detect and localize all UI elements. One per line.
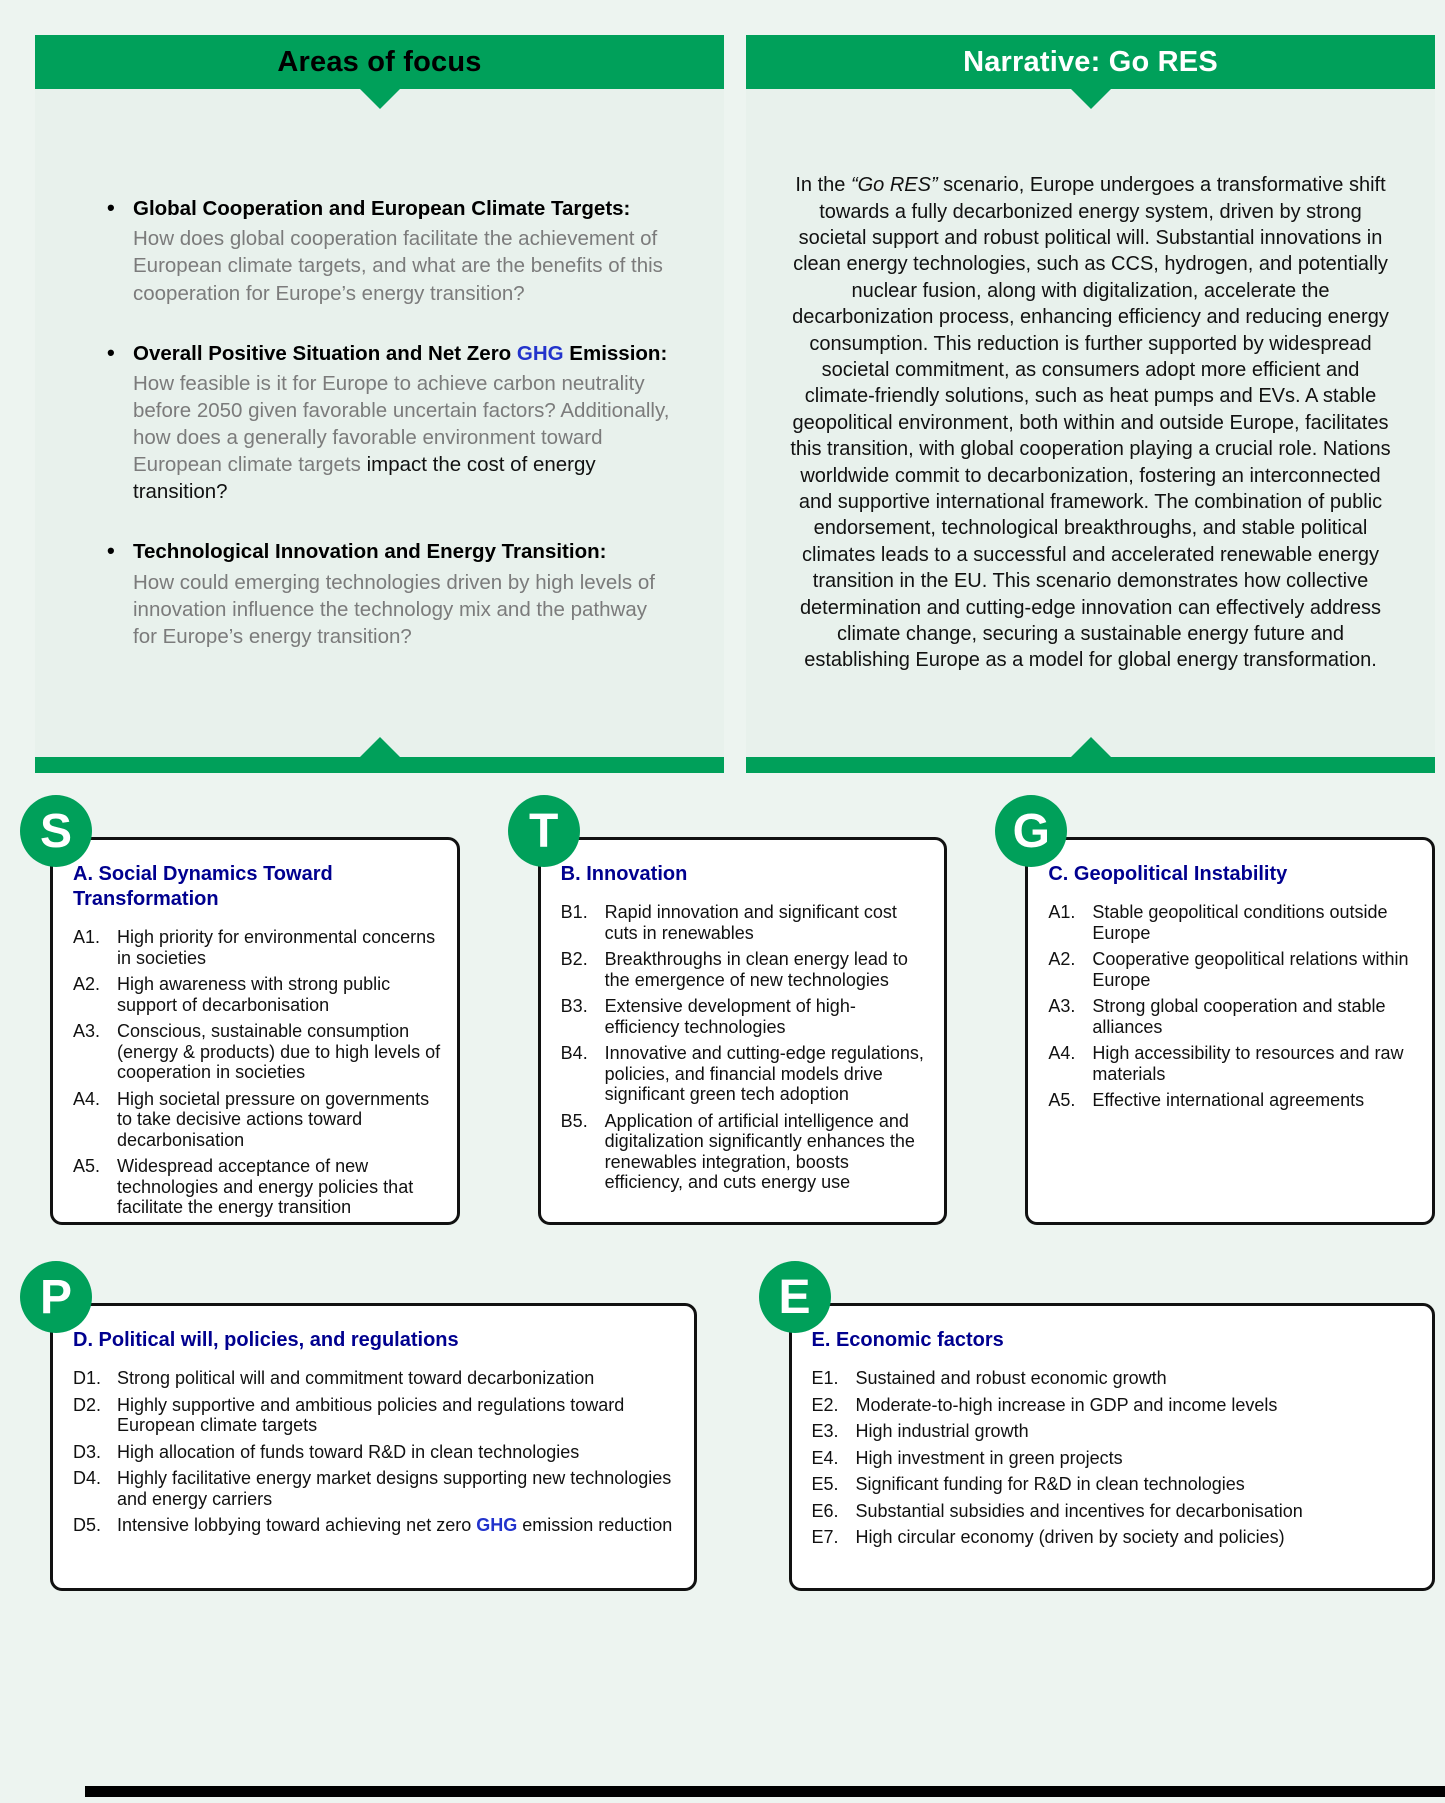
factor-item	[561, 902, 929, 943]
political-box-wrap	[20, 1261, 697, 1591]
factor-text: Strong global cooperation and stable alliances	[1092, 996, 1386, 1037]
box-title: D. Political will, policies, and regulations	[73, 1329, 459, 1351]
factor-label: A2.	[1048, 949, 1076, 970]
box-title: C. Geopolitical Instability	[1048, 863, 1288, 885]
factor-label: D1.	[73, 1368, 102, 1388]
economic-box-wrap	[759, 1261, 1436, 1591]
factor-label: E6.	[811, 1500, 839, 1521]
factor-item	[1048, 1090, 1416, 1111]
factor-label: A5.	[1048, 1090, 1076, 1111]
factor-label: D5.	[73, 1515, 102, 1536]
narrative-paragraph: scenario, Europe undergoes a transformative shift towards a fully decarbonized energy system, driven by strong societal support and robust political will. Substantial innovations in clean energy technologies, such as CCS, hydrogen, and potentially nuclear fusion, along with digitalization, accelerate the decarbonization process, enhancing efficiency and reducing energy consumption. This reduction is further supported by widespread societal commitment, as consumers adopt more efficient and climate-friendly solutions, such as heat pumps and EVs. A stable geopolitical environment, both within and outside Europe, facilitates this transition, with global cooperation playing a crucial role. Nations worldwide commit to decarbonization, fostering an interconnected and supportive international framework. The combination of public endorsement, technological breakthroughs, and stable political climates leads to a successful and accelerated renewable energy transition in the EU. This scenario demonstrates how collective determination and cutting-edge innovation can effectively address climate change, securing a sustainable energy future and establishing Europe as a model for global energy transformation.	[790, 174, 1391, 672]
factor-label: D4.	[73, 1468, 102, 1489]
factor-text: Extensive development of high-efficiency technologies	[604, 996, 856, 1037]
factor-item	[73, 1156, 441, 1218]
factor-label: A3.	[1048, 996, 1076, 1017]
box-title: B. Innovation	[560, 863, 688, 885]
factor-label: B2.	[560, 949, 588, 970]
page-bottom-rule	[85, 1786, 1445, 1797]
factor-item	[812, 1474, 1417, 1495]
factor-item	[73, 1368, 678, 1389]
areas-of-focus-title: Areas of focus	[277, 45, 482, 78]
factor-item	[1048, 902, 1416, 943]
factor-item	[561, 996, 929, 1037]
factor-text: High accessibility to resources and raw materials	[1092, 1043, 1404, 1084]
factor-item	[73, 1395, 678, 1436]
factor-label: B4.	[560, 1043, 588, 1064]
narrative-title: Narrative: Go RES	[963, 45, 1218, 78]
factor-label: E1.	[811, 1368, 839, 1388]
bullet-body: How could emerging technologies driven by high levels of innovation influence the technology mix and the pathway for Europe’s energy transition?	[133, 571, 655, 649]
ghg-link[interactable]: GHG	[516, 341, 564, 365]
factor-text: Breakthroughs in clean energy lead to the emergence of new technologies	[604, 949, 908, 990]
areas-of-focus-body	[35, 89, 724, 757]
factor-label: D2.	[73, 1394, 102, 1415]
factor-item	[812, 1368, 1417, 1389]
steep-row-1	[20, 795, 1435, 1225]
factor-text: Stable geopolitical conditions outside Europe	[1092, 902, 1388, 943]
factor-item	[561, 1111, 929, 1193]
factor-item	[73, 927, 441, 968]
factor-label: A1.	[1048, 902, 1076, 922]
bullet-title-text: Overall Positive Situation and Net Zero	[133, 341, 517, 365]
social-dynamics-box-wrap	[20, 795, 460, 1225]
ghg-link[interactable]: GHG	[476, 1515, 518, 1536]
factor-text-post: emission reduction	[517, 1515, 673, 1536]
bullet-title: • Technological Innovation and Energy Transition:	[133, 540, 607, 564]
factor-text: High priority for environmental concerns in societies	[117, 927, 436, 968]
factor-item	[1048, 996, 1416, 1037]
factor-item	[73, 1442, 678, 1463]
factor-item	[73, 1515, 678, 1536]
factor-text: Substantial subsidies and incentives for decarbonisation	[855, 1500, 1303, 1521]
factor-label: A5.	[73, 1156, 101, 1177]
factor-item	[73, 1021, 441, 1083]
box-political	[50, 1303, 697, 1591]
factor-text: Strong political will and commitment toward decarbonization	[117, 1368, 595, 1388]
factor-item	[73, 1089, 441, 1151]
factor-text: Effective international agreements	[1092, 1090, 1365, 1111]
factor-label: A4.	[73, 1088, 101, 1109]
narrative-body-panel	[746, 89, 1435, 757]
factor-label: E7.	[811, 1527, 839, 1548]
factor-item	[812, 1395, 1417, 1416]
factor-text: High awareness with strong public support of decarbonisation	[117, 974, 391, 1015]
factor-text: Innovative and cutting-edge regulations, policies, and financial models drive significant green tech adoption	[604, 1043, 924, 1105]
box-title: E. Economic factors	[811, 1329, 1004, 1351]
factor-label: B5.	[560, 1110, 588, 1131]
factor-label: B3.	[560, 996, 588, 1017]
pointer-up-icon	[1069, 737, 1113, 759]
box-title: A. Social Dynamics Toward Transformation	[73, 863, 333, 910]
areas-of-focus-header	[35, 35, 724, 89]
factor-item	[812, 1448, 1417, 1469]
bullet-body-gray: How feasible is it for Europe to achieve carbon neutrality before 2050 given favorable uncertain factors? Additionally, how does a generally favorable environment toward European climate targets	[133, 372, 670, 477]
factor-label: A4.	[1048, 1043, 1076, 1064]
narrative-header	[746, 35, 1435, 89]
scenario-name: “Go RES”	[850, 174, 938, 197]
factor-text: Rapid innovation and significant cost cuts in renewables	[604, 902, 897, 943]
focus-bullet-tech-innovation	[107, 539, 670, 650]
bullet-title-text: Emission:	[563, 341, 668, 365]
focus-bullet-net-zero	[107, 341, 670, 506]
factor-text: High industrial growth	[855, 1421, 1029, 1442]
factor-label: A3.	[73, 1021, 101, 1042]
factor-label: A1.	[73, 927, 101, 947]
factor-text: Conscious, sustainable consumption (energy & products) due to high levels of cooperation in societies	[117, 1021, 441, 1083]
factor-item	[1048, 1043, 1416, 1084]
factor-item	[812, 1527, 1417, 1548]
pointer-down-icon	[358, 87, 402, 109]
factor-item	[73, 1468, 678, 1509]
factor-label: E3.	[811, 1421, 839, 1442]
badge-s-icon: S	[20, 795, 92, 867]
factor-text: Sustained and robust economic growth	[855, 1368, 1167, 1388]
pointer-up-icon	[358, 737, 402, 759]
factor-text: High societal pressure on governments to take decisive actions toward decarbonisation	[117, 1088, 430, 1150]
focus-bullet-global-cooperation	[107, 196, 670, 307]
factor-text: Cooperative geopolitical relations within Europe	[1092, 949, 1409, 990]
areas-of-focus-footer-bar	[35, 757, 724, 773]
narrative-panel	[746, 35, 1435, 773]
badge-p-icon: P	[20, 1261, 92, 1333]
factor-text: High allocation of funds toward R&D in clean technologies	[117, 1441, 580, 1462]
factor-item	[561, 949, 929, 990]
badge-t-icon: T	[508, 795, 580, 867]
factor-text: Moderate-to-high increase in GDP and income levels	[855, 1394, 1278, 1415]
factor-label: E5.	[811, 1474, 839, 1495]
factor-text: Highly supportive and ambitious policies and regulations toward European climate targets	[117, 1394, 625, 1436]
steep-row-2	[20, 1261, 1435, 1591]
factor-label: D3.	[73, 1441, 102, 1462]
bullet-title	[133, 341, 670, 368]
box-geopolitical	[1025, 837, 1435, 1225]
factor-text	[117, 1515, 678, 1536]
factor-item	[73, 974, 441, 1015]
badge-e-icon: E	[759, 1261, 831, 1333]
bullet-body	[133, 370, 670, 505]
factor-text-pre: Intensive lobbying toward achieving net zero	[117, 1515, 477, 1536]
factor-item	[812, 1421, 1417, 1442]
badge-g-icon: G	[995, 795, 1067, 867]
factor-label: E4.	[811, 1447, 839, 1468]
factor-label: B1.	[560, 902, 588, 922]
box-social-dynamics	[50, 837, 460, 1225]
factor-label: A2.	[73, 974, 101, 995]
factor-text: Significant funding for R&D in clean technologies	[855, 1474, 1245, 1495]
pointer-down-icon	[1069, 87, 1113, 109]
top-panels-row	[0, 0, 1445, 773]
innovation-box-wrap	[508, 795, 948, 1225]
narrative-intro: In the	[795, 174, 851, 197]
areas-of-focus-panel	[35, 35, 724, 773]
factor-text: Highly facilitative energy market designs supporting new technologies and energy carriers	[117, 1468, 672, 1509]
geopolitical-box-wrap	[995, 795, 1435, 1225]
factor-text: High circular economy (driven by society and policies)	[855, 1527, 1285, 1548]
bullet-body-black: impact the cost of energy transition?	[133, 453, 596, 504]
box-innovation	[538, 837, 948, 1225]
factor-item	[812, 1501, 1417, 1522]
factor-text: Application of artificial intelligence and digitalization significantly enhances the renewables integration, boosts efficiency, and cuts energy use	[604, 1110, 915, 1193]
factor-item	[561, 1043, 929, 1105]
bullet-body: How does global cooperation facilitate the achievement of European climate targets, and what are the benefits of this cooperation for Europe’s energy transition?	[133, 227, 663, 305]
narrative-footer-bar	[746, 757, 1435, 773]
factor-text: High investment in green projects	[855, 1447, 1123, 1468]
bullet-title: • Global Cooperation and European Climate Targets:	[133, 196, 631, 220]
factor-item	[1048, 949, 1416, 990]
factor-text: Widespread acceptance of new technologies and energy policies that facilitate the energy transition	[117, 1156, 414, 1218]
box-economic	[789, 1303, 1436, 1591]
factor-label: E2.	[811, 1394, 839, 1415]
narrative-text	[746, 172, 1435, 673]
